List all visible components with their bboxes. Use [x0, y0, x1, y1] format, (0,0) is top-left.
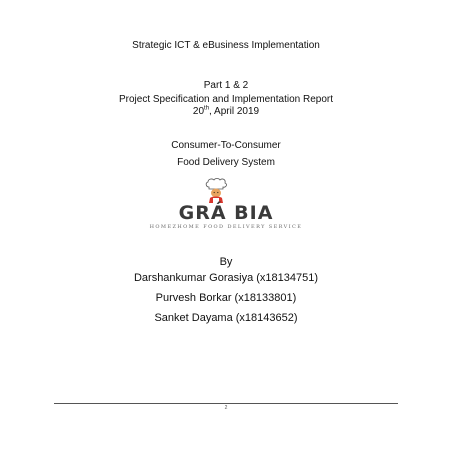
subtitle-line-2: Food Delivery System: [177, 157, 275, 168]
grabia-logo: [0, 178, 452, 234]
author-2: Purvesh Borkar (x18133801): [155, 292, 297, 304]
page-number: 2: [224, 405, 228, 411]
course-title: Strategic ICT & eBusiness Implementation: [132, 40, 320, 51]
subtitle-line-1: Consumer-To-Consumer: [171, 140, 281, 151]
date-rest: , April 2019: [209, 106, 260, 117]
chef-icon: [202, 178, 230, 204]
report-title: Project Specification and Implementation Report: [118, 94, 333, 105]
author-3: Sanket Dayama (x18143652): [154, 312, 298, 324]
part-label: Part 1 & 2: [203, 80, 249, 91]
date-day: 20: [192, 106, 205, 117]
by-label: By: [219, 256, 233, 268]
footer-rule: [54, 403, 398, 404]
report-date: [0, 106, 452, 118]
logo-tagline: HOMEZHOME FOOD DELIVERY SERVICE: [149, 224, 303, 230]
logo-name: GRÁ BIA: [178, 202, 274, 224]
date-suffix: th: [204, 105, 210, 112]
author-1: Darshankumar Gorasiya (x18134751): [133, 272, 319, 284]
